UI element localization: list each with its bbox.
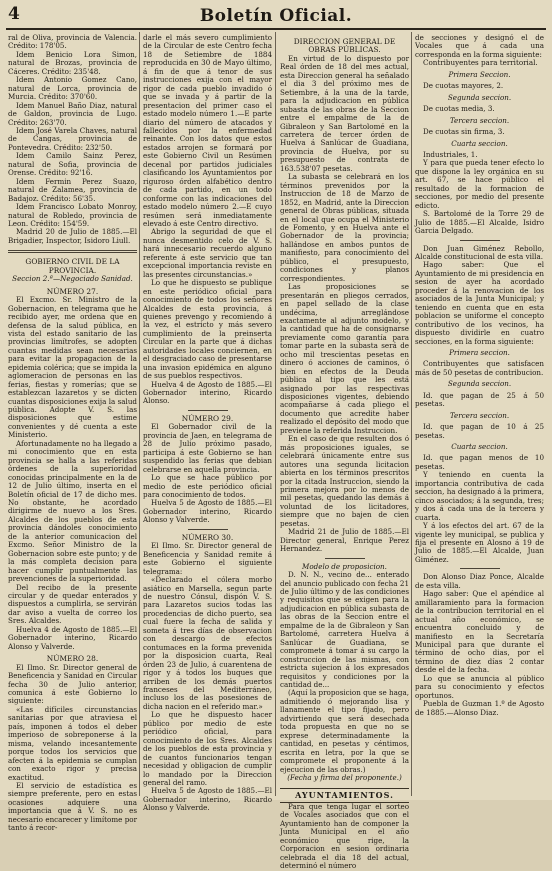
paragraph: La subasta se celebrará en los términos prevenidos por la Instruccion de 18 de Marzo de 1852, en Madrid, ante la Direccion general de Obras públicas, situada en el local que ocupa el Ministerio de Fomento, y en Huelva ante el Gobernador de la provincia; hallándose en ambos puntos de manifiesto, para conocimiento del público, el presupuesto, condiciones y planos correspondientes. [280, 172, 409, 283]
section-rule [8, 250, 137, 253]
section-label: Cuarta seccion. [451, 138, 508, 148]
column-divider [411, 32, 412, 796]
paragraph: Lo que se hace público por medio de este periódico oficial para conocimiento de todos. [143, 473, 272, 500]
paragraph: Lo que he dispuesto hacer público por medio de este periódico oficial, para conocimiento de los Sres. Alcaldes de los pueblos de esta provincia y de cuantos funcionarios tengan necesidad y obligacion de cumplir lo mandado por la Direccion general del ramo. [143, 710, 272, 787]
paragraph: ral de Oliva, provincia de Valencia. Crédito: 178'05. [8, 33, 137, 51]
paragraph: «Declarado el cólera morbo asiático en Marsella, segun parte de nuestro Cónsul, dispón V. S. para Lazaretos sucios todas las procedencias de dicho puerto, sea cual fuere la fecha de salida y someta á tres días de observacion con descargo de efectos contumaces en la forma prevenida por la disposicion cuarta, Real órden 23 de Julio, á cuarentena de rigor y á todos los buques que arriben de los demás puertos franceses del Mediterráneo, incluso los de las posesiones de dicha nacion en el referido mar.» [143, 575, 272, 711]
paragraph: Para que tenga lugar el sorteo de Vocales asociados que con el Ayuntamiento han de componer la Junta Municipal en el año económico que rige, la Corporacion en sesion ordinaria celebrada el dia 18 del actual, determinó el número [280, 801, 409, 871]
paragraph: El Excmo. Sr. Ministro de la Gobernacion, en telegrama que he recibido ayer, me ordena que en defensa de la salud pública, en vista del estado sanitario de las provincias limítrofes, se adopten cuantas medidas sean necesarias para evitar la propagacion de la epidemia colérica; que se impida la aglomeracion de personas en las ferias, fiestas y romerías; que se establezcan lazaretos y se dicten cuantas disposiciones exija la salud pública. Adopte V. S. las disposiciones que estime convenientes y dé cuenta a este Ministerio. [8, 295, 137, 440]
paragraph: El Ilmo. Sr. Director general de Beneficencia y Sanidad remite á este Gobierno el siguiente telegrama: [143, 541, 272, 576]
paragraph: Don Juan Giménez Rebollo, Alcalde constitucional de esta villa. [415, 243, 544, 261]
article-number: NÚMERO 27. [46, 286, 99, 296]
column-divider [139, 32, 140, 796]
paragraph: Lo que se anuncia al público para su conocimiento y efectos oportunos. [415, 673, 544, 700]
paragraph: Afortunadamente no ha llegado a mi conocimiento que en esta provincia se halla a las referidas órdenes de la superioridad conocidas principalmente en la de 12 de Julio último, inserta en el Boletín oficial de 17 de dicho mes. No obstante, he acordado dirigirme de nuevo a los Sres. Alcaldes de los pueblos de esta provincia dándoles conocimiento de la anterior comunicacion del Excmo. Señor Ministro de la Gobernacion sobre este punto; y de la más completa decision para hacer cumplir puntualmente las prevenciones de la superioridad. [8, 438, 137, 584]
column-3 [280, 34, 409, 871]
paragraph: De cuotas sin firma, 3. [423, 127, 505, 137]
section-label: Cuarta seccion. [451, 442, 508, 452]
separator [460, 240, 500, 241]
paragraph: En el caso de que resulten dos ó más proposiciones iguales, se celebrará únicamente entre sus autores una segunda licitacion abierta en los términos prescritos por la citada Instruccion, siendo la primera mejora por lo menos de mil pesetas, quedando las demás á voluntad de los licitadores, siempre que no bajen de cien pesetas. [280, 434, 409, 528]
paragraph: Idem Francisco Lobato Monroy, natural de Robledo, provincia de Leon. Crédito: 154'59. [8, 202, 137, 228]
paragraph: Contribuyentes que satisfacen más de 50 pesetas de contribucion. [415, 359, 544, 377]
paragraph: Don Alonso Diaz Ponce, Alcalde de esta villa. [415, 572, 544, 590]
paragraph: El servicio de estadística es siempre preferente, pero en estas ocasiones adquiere una importancia que á V. S. no es necesario encarecer y limítome por tanto á recor- [8, 780, 137, 833]
paragraph: Id. que pagan menos de 10 pesetas. [415, 453, 544, 471]
separator [460, 568, 500, 569]
section-label: Segunda seccion. [447, 379, 512, 389]
publication-title: Boletín Oficial. [199, 6, 353, 26]
paragraph: De cuotas mayores, 2. [423, 81, 504, 91]
signature-line: Huelva 5 de Agosto de 1885.—El Gobernador interino, Ricardo Alonso y Valverde. [143, 786, 272, 813]
section-label: Segunda seccion. [447, 92, 512, 102]
paragraph: Abrigo la seguridad de que el nunca desmentido celo de V. S. hará innecesario recuerdo alguno referente á este servicio que tan excepcional importancia reviste en las presentes circunstancias.» [143, 227, 272, 279]
signature-line: Madrid 20 de Julio de 1885.—El Brigadier, Inspector, Isidoro Liull. [8, 227, 137, 245]
header-rule [6, 28, 546, 30]
section-label: Primera seccion. [449, 347, 510, 357]
signature-line: Madrid 21 de Julio de 1885.—El Director general, Enrique Perez Hernandez. [280, 527, 409, 554]
column-1 [8, 33, 137, 833]
column-4 [415, 34, 544, 794]
paragraph: Y teniendo en cuenta la importancia contributiva de cada seccion, ha designado á la primera, cinco asociados; á la segunda, tres; y dos á cada una de la tercera y cuarta. [415, 470, 544, 522]
signature-line: Y á los efectos del art. 67 de la vigente ley municipal, se publica y fija el presente en Alosno á 19 de Julio de 1885.—El Alcalde, Juan Giménez. [415, 521, 544, 564]
article-number: NÚMERO 28. [46, 654, 99, 664]
paragraph: En virtud de lo dispuesto por Real órden de 18 del mes actual, esta Direccion general ha señalado el dia 3 del próximo mes de Setiembre, á la una de la tarde, para la adjudicacion en pública subasta de las obras de la Seccion entre el empalme de la de Gibraleon y San Bartolomé en la carretera de tercer órden de Huelva á Sanlúcar de Guadiana, provincia de Huelva, por su presupuesto de contrata de 163.538'07 pesetas. [280, 53, 409, 173]
separator [325, 558, 365, 559]
section-heading: DIRECCION GENERAL DE OBRAS PÚBLICAS. [293, 37, 396, 55]
paragraph: (Fecha y firma del proponente.) [287, 772, 402, 782]
separator [188, 529, 228, 530]
section-label: Tercera seccion. [449, 115, 510, 125]
paragraph: Idem José Varela Chaves, natural de Cangas, provincia de Pontevedra. Crédito: 232'50. [8, 125, 137, 152]
page-header [0, 0, 552, 36]
paragraph: Hago saber: Que el apéndice al amillaramiento para la formacion de la contribucion territorial en el actual año económico, se encuentra concluido y de manifiesto en la Secretaría Municipal para que durante el término de ocho dias, por el término de diez días 2 contar desde el de la fecha. [415, 589, 544, 675]
subsection-heading: Seccion 2.ª—Negociado Sanidad. [12, 274, 133, 284]
paragraph: De cuotas media, 3. [423, 104, 495, 114]
paragraph: Idem Manuel Baño Diaz, natural de Galdon, provincia de Lugo. Crédito: 263'70. [8, 100, 137, 127]
article-number: NÚMERO 30. [181, 532, 234, 542]
paragraph: Las proposiciones se presentarán en pliegos cerrados, en papel sellado de la clase undécima, arreglándose exactamente al adjunto modelo, y la cantidad que ha de consignarse previamente como garantía para tomar parte en la subasta será de ocho mil trescientas pesetas en dinero ó acciones de caminos, ó bien en efectos de la Deuda pública al tipo que les está asignado por las respectivas disposiciones vigentes, debiendo acompañarse á cada pliego el documento que acredite haber realizado el depósito del modo que previene la referida Instruccion. [280, 282, 409, 435]
paragraph: Idem Antonio Gomez Cano, natural de Lorca, provincia de Murcia. Crédito: 370'60. [8, 75, 137, 102]
paragraph: El Ilmo. Sr. Director general de Beneficencia y Sanidad en Circular fecha 30 de Julio anterior, comunica á este Gobierno lo siguiente: [8, 662, 137, 706]
section-label: Primera Seccion. [448, 69, 511, 79]
section-heading: AYUNTAMIENTOS. [280, 788, 409, 802]
section-label: Tercera seccion. [449, 410, 510, 420]
section-heading: GOBIERNO CIVIL DE LA PROVINCIA. [25, 257, 120, 275]
model-heading: Modelo de proposicion. [302, 561, 387, 571]
separator [188, 410, 228, 411]
signature-line: Huelva 4 de Agosto de 1885.—El Gobernador interino, Ricardo Alonso. [143, 379, 272, 406]
signature-line: Puebla de Guzman 1.º de Agosto de 1885.—Alonso Diaz. [415, 699, 544, 717]
column-divider [275, 32, 276, 796]
signature-line: Huelva 4 de Agosto de 1885.—El Gobernador interino, Ricardo Alonso y Valverde. [8, 624, 137, 651]
paragraph: Del recibo de la presente circular y de quedar enterados y dispuestos a cumplirla, se servirán dar aviso a vuelta de correo los Sres. Alcaldes. [8, 582, 137, 626]
paragraph: El Gobernador civil de la provincia de Jaen, en telegrama de 28 de Julio próximo pasado, participa á este Gobierno se han suspendido las ferias que debian celebrarse en aquella provincia. [143, 422, 272, 474]
paragraph: Contribuyentes para territorial. [423, 58, 538, 68]
paragraph: Lo que he dispuesto se publique en este periódico oficial para conocimiento de todos los señores Alcaldes de esta provincia, á quienes prevengo y recomiendo á la vez, el estricto y más severo cumplimiento de la preinserta Circular en la parte que á dichas autoridades locales conciernen, en el desgraciado caso de presentarse una invasion epidémica en alguno de sus pueblos respectivos. [143, 278, 272, 381]
paragraph: de secciones y designó el de Vocales que á cada una corresponda en la forma siguiente: [415, 33, 544, 59]
paragraph: Industriales, 1. [423, 149, 478, 159]
paragraph: «Las difíciles circunstancias sanitarias por que atraviesa el país, imponen á todos el deber imperioso de sobreponerse á la misma, velando incesantemente porque todos los servicios que afecten á la epidemia se cumplan con exacto rigor y precisa exactitud. [8, 704, 137, 782]
paragraph: Id. que pagan de 25 á 50 pesetas. [415, 390, 544, 409]
paragraph: Id. que pagan de 10 á 25 pesetas. [415, 422, 544, 440]
column-2 [143, 33, 272, 813]
paragraph: (Aquí la proposicion que se haga, admitiendo ó mejorando lisa y llanamente el tipo fijado, pero advirtiendo que será desechada toda propuesta en que no se exprese determinadamente la cantidad, en pesetas y céntimos, escrita en letra, por la que se compromete el proponente á la ejecucion de las obras.) [280, 688, 409, 774]
signature-line: Huelva 5 de Agosto de 1885.—El Gobernador interino, Ricardo Alonso y Valverde. [143, 498, 272, 525]
paragraph: D. N. N., vecino de... enterado del anuncio publicado con fecha 21 de Julio último y de las condiciones y requisitos que se exigen para la adjudicacion en pública subasta de las obras de la Seccion entre el empalme de la de Gibraleon y San Bartolomé, carretera Huelva á Sanlúcar de Guadiana, se compromete á tomar á su cargo la construccion de las mismas, con estricta sujecion á los expresados requisitos y condiciones por la cantidad de... [280, 570, 409, 689]
paragraph: Y para que pueda tener efecto lo que dispone la ley orgánica en su art. 67, se hace público el resultado de la formacion de secciones, por medio del presente edicto. [415, 158, 544, 210]
paragraph: Hago saber: Que el Ayuntamiento de mi presidencia en sesion de ayer ha acordado proceder á la renovacion de los asociados de la Junta Municipal; y teniendo en cuenta que en esta poblacion se uniforme el concepto contributivo de los vecinos, ha dispuesto dividirle en cuatro secciones, en la forma siguiente: [415, 260, 544, 346]
paragraph: Idem Camilo Sainz Perez, natural de Sofia, provincia de Orense. Crédito: 92'16. [8, 151, 137, 178]
signature-line: S. Bartolomé de la Torre 29 de Julio de 1885.—El Alcalde, Isidro Garcia Delgado. [415, 209, 544, 236]
paragraph: darle el más severo cumplimiento de la Circular de este Centro fecha 18 de Setiembre de 1884 reproducida en 30 de Mayo último, á fin de que á tenor de sus instrucciones exija con el mayor rigor de cada pueblo invadido ó que se invada y á partir de la presentacion del primer caso el estado modelo número 1.—E parte diario del número de atacados y fallecidos por la enfermedad reinante. Con los datos que estos estados arrojen se formará por este Gobierno Civil un Resúmen decenal por partidos judiciales clasificando los Ayuntamientos por riguroso órden alfabético dentro de cada partido, en un todo conforme con las indicaciones del estado modelo número 2.—E cuyo resúmen será inmediatamente elevado á este Centro directivo. [143, 33, 272, 228]
paragraph: Idem Benicio Lora Simon, natural de Brozas, provincia de Cáceres. Crédito: 235'48. [8, 49, 137, 76]
paragraph: Idem Fermin Perez Suazo, natural de Zalamea, provincia de Badajoz. Crédito: 56'35. [8, 176, 137, 203]
page-number: 4 [8, 4, 20, 24]
article-number: NÚMERO 29. [181, 413, 234, 423]
